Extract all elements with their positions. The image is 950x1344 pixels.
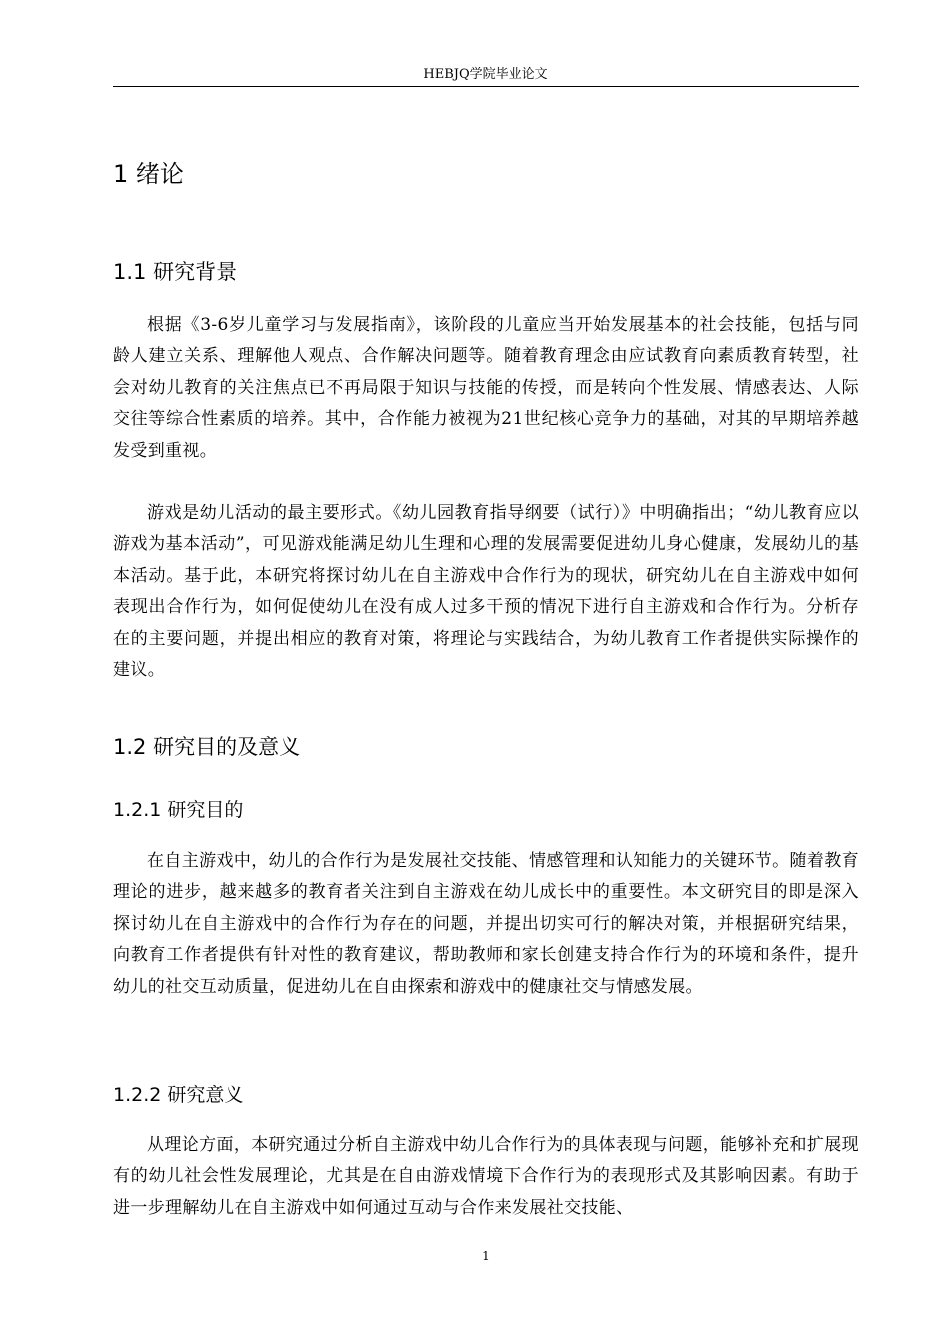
paragraph-purpose: 在自主游戏中，幼儿的合作行为是发展社交技能、情感管理和认知能力的关键环节。随着教育理论的进步，越来越多的教育者关注到自主游戏在幼儿成长中的重要性。本文研究目的即是深入探讨幼儿在自主游戏中的合作行为存在的问题，并提出切实可行的解决对策，并根据研究结果，向教育工作者提供有针对性的教育建议，帮助教师和家长创建支持合作行为的环境和条件，提升幼儿的社交互动质量，促进幼儿在自由探索和游戏中的健康社交与情感发展。	[113, 851, 859, 997]
chapter-title: 1 绪论	[113, 160, 184, 188]
paragraph-background-2: 游戏是幼儿活动的最主要形式。《幼儿园教育指导纲要（试行）》中明确指出；“幼儿教育应以游戏为基本活动”，可见游戏能满足幼儿生理和心理的发展需要促进幼儿身心健康，发展幼儿的基本活动。基于此，本研究将探讨幼儿在自主游戏中合作行为的现状，研究幼儿在自主游戏中如何表现出合作行为，如何促使幼儿在没有成人过多干预的情况下进行自主游戏和合作行为。分析存在的主要问题，并提出相应的教育对策，将理论与实践结合，为幼儿教育工作者提供实际操作的建议。	[113, 503, 859, 681]
page-header: HEBJQ学院毕业论文	[423, 67, 548, 82]
page-number: 1	[482, 1249, 490, 1263]
section-title-1-1: 1.1 研究背景	[113, 260, 238, 284]
section-title-1-2-1: 1.2.1 研究目的	[113, 799, 244, 821]
paragraph-significance: 从理论方面，本研究通过分析自主游戏中幼儿合作行为的具体表现与问题，能够补充和扩展现有的幼儿社会性发展理论，尤其是在自由游戏情境下合作行为的表现形式及其影响因素。有助于进一步理解幼儿在自主游戏中如何通过互动与合作来发展社交技能、	[113, 1135, 859, 1218]
section-title-1-2-2: 1.2.2 研究意义	[113, 1084, 244, 1106]
paragraph-background-1: 根据《3-6岁儿童学习与发展指南》，该阶段的儿童应当开始发展基本的社会技能，包括与同龄人建立关系、理解他人观点、合作解决问题等。随着教育理念由应试教育向素质教育转型，社会对幼儿教育的关注焦点已不再局限于知识与技能的传授，而是转向个性发展、情感表达、人际交往等综合性素质的培养。其中，合作能力被视为21世纪核心竞争力的基础，对其的早期培养越发受到重视。	[113, 315, 859, 461]
header-divider	[113, 86, 859, 87]
section-title-1-2: 1.2 研究目的及意义	[113, 735, 301, 759]
